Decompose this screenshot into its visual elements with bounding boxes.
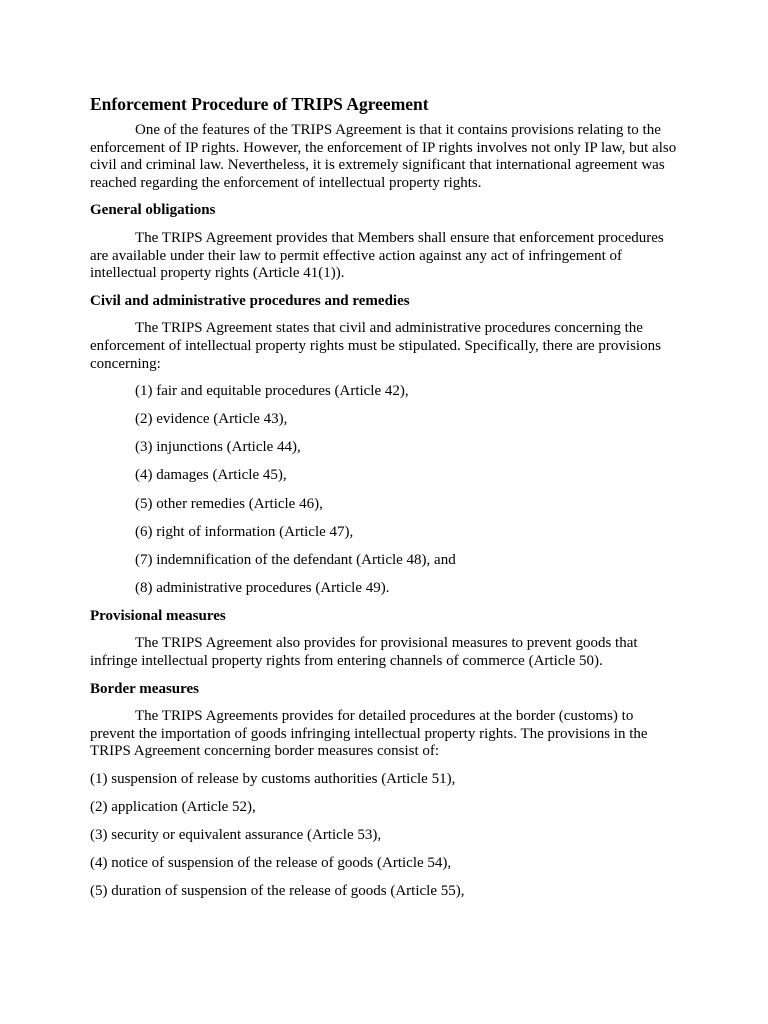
list-item: (2) evidence (Article 43),: [135, 411, 288, 428]
section-heading-provisional-measures: Provisional measures: [90, 607, 226, 624]
section-paragraph-general-obligations: The TRIPS Agreement provides that Members shall ensure that enforcement procedures are available under their law to permit effective action against any act of infringement of intellectual property rights (Article 41(1)).: [90, 229, 664, 282]
list-item: (2) application (Article 52),: [90, 799, 256, 816]
section-paragraph-border-measures: The TRIPS Agreements provides for detailed procedures at the border (customs) to prevent the importation of goods infringing intellectual property rights. The provisions in the TRIPS Agreement concerning border measures consist of:: [90, 708, 648, 760]
list-item: (5) other remedies (Article 46),: [135, 495, 323, 512]
list-item: (1) fair and equitable procedures (Article 42),: [135, 383, 409, 400]
document-title: Enforcement Procedure of TRIPS Agreement: [90, 94, 429, 114]
list-item: (5) duration of suspension of the release of goods (Article 55),: [90, 883, 465, 900]
list-item: (1) suspension of release by customs authorities (Article 51),: [90, 771, 456, 788]
section-paragraph-civil-procedures: The TRIPS Agreement states that civil and administrative procedures concerning the enforcement of intellectual property rights must be stipulated. Specifically, there are provisions concerning:: [90, 320, 661, 372]
list-item: (4) notice of suspension of the release of goods (Article 54),: [90, 855, 452, 872]
section-heading-civil-procedures: Civil and administrative procedures and remedies: [90, 292, 410, 309]
list-item: (7) indemnification of the defendant (Article 48), and: [135, 551, 456, 568]
list-item: (6) right of information (Article 47),: [135, 523, 354, 540]
section-heading-border-measures: Border measures: [90, 680, 200, 697]
section-paragraph-provisional-measures: The TRIPS Agreement also provides for provisional measures to prevent goods that infringe intellectual property rights from entering channels of commerce (Article 50).: [90, 635, 638, 670]
list-item: (8) administrative procedures (Article 49).: [135, 579, 390, 596]
list-item: (3) injunctions (Article 44),: [135, 439, 301, 456]
document-page: [90, 93, 680, 912]
intro-paragraph: One of the features of the TRIPS Agreement is that it contains provisions relating to the enforcement of IP rights. However, the enforcement of IP rights involves not only IP law, but also civil and criminal law. Nevertheless, it is extremely significant that international agreement was reached regarding the enforcement of intellectual property rights.: [90, 122, 677, 191]
list-item: (3) security or equivalent assurance (Article 53),: [90, 827, 382, 844]
section-heading-general-obligations: General obligations: [90, 202, 216, 219]
list-item: (4) damages (Article 45),: [135, 467, 287, 484]
